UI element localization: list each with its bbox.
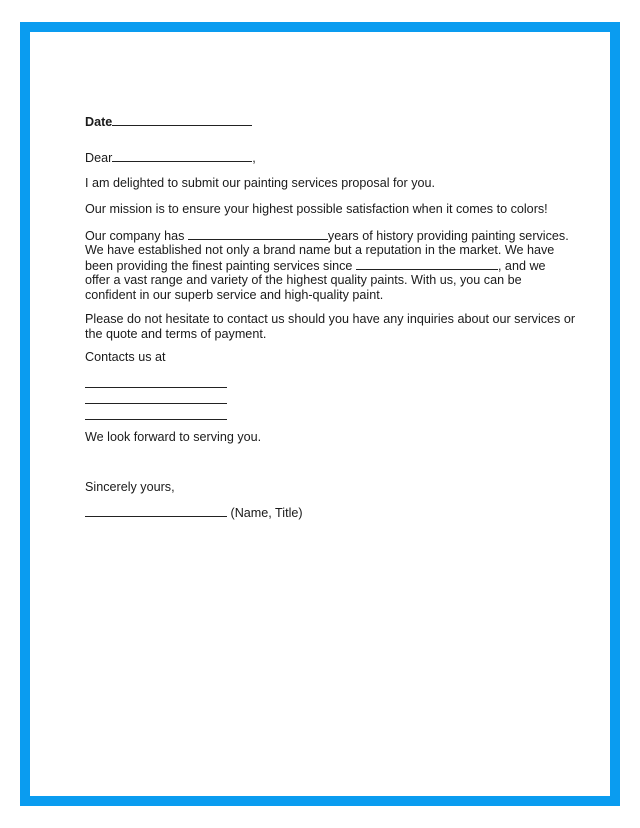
blank-line [85, 408, 227, 420]
company-line-5: confident in our superb service and high-quality paint. [85, 288, 384, 302]
signature-hint: (Name, Title) [227, 506, 303, 520]
signoff: Sincerely yours, [85, 480, 175, 494]
contacts-label: Contacts us at [85, 350, 166, 364]
years-blank [188, 228, 328, 240]
contact-blank-2 [85, 392, 227, 408]
closing-line: We look forward to serving you. [85, 430, 262, 444]
date-blank [112, 114, 252, 126]
text: been providing the finest painting services since [85, 259, 356, 273]
signature-line [85, 505, 303, 521]
mission-paragraph: Our mission is to ensure your highest possible satisfaction when it comes to colors! [85, 202, 548, 216]
intro-paragraph: I am delighted to submit our painting services proposal for you. [85, 176, 436, 190]
since-blank [356, 258, 498, 270]
dear-suffix: , [252, 151, 256, 165]
text: , and we [497, 259, 546, 273]
blank-line [85, 376, 227, 388]
salutation-line [85, 150, 256, 166]
signature-blank [85, 505, 227, 517]
company-line-2: We have established not only a brand name but a reputation in the market. We have [85, 243, 555, 257]
contact-blank-1 [85, 376, 227, 392]
dear-label: Dear [85, 151, 113, 165]
contact-line-2: the quote and terms of payment. [85, 327, 267, 341]
blank-line [85, 392, 227, 404]
company-line-1 [85, 228, 569, 244]
company-line-4: offer a vast range and variety of the highest quality paints. With us, you can be [85, 273, 522, 287]
text: years of history providing painting services. [327, 229, 569, 243]
recipient-blank [112, 150, 252, 162]
date-line [85, 114, 252, 130]
company-line-3 [85, 258, 546, 274]
contact-line-1: Please do not hesitate to contact us should you have any inquiries about our services or [85, 312, 576, 326]
contact-blank-3 [85, 408, 227, 424]
date-label: Date [85, 115, 113, 129]
text: Our company has [85, 229, 188, 243]
